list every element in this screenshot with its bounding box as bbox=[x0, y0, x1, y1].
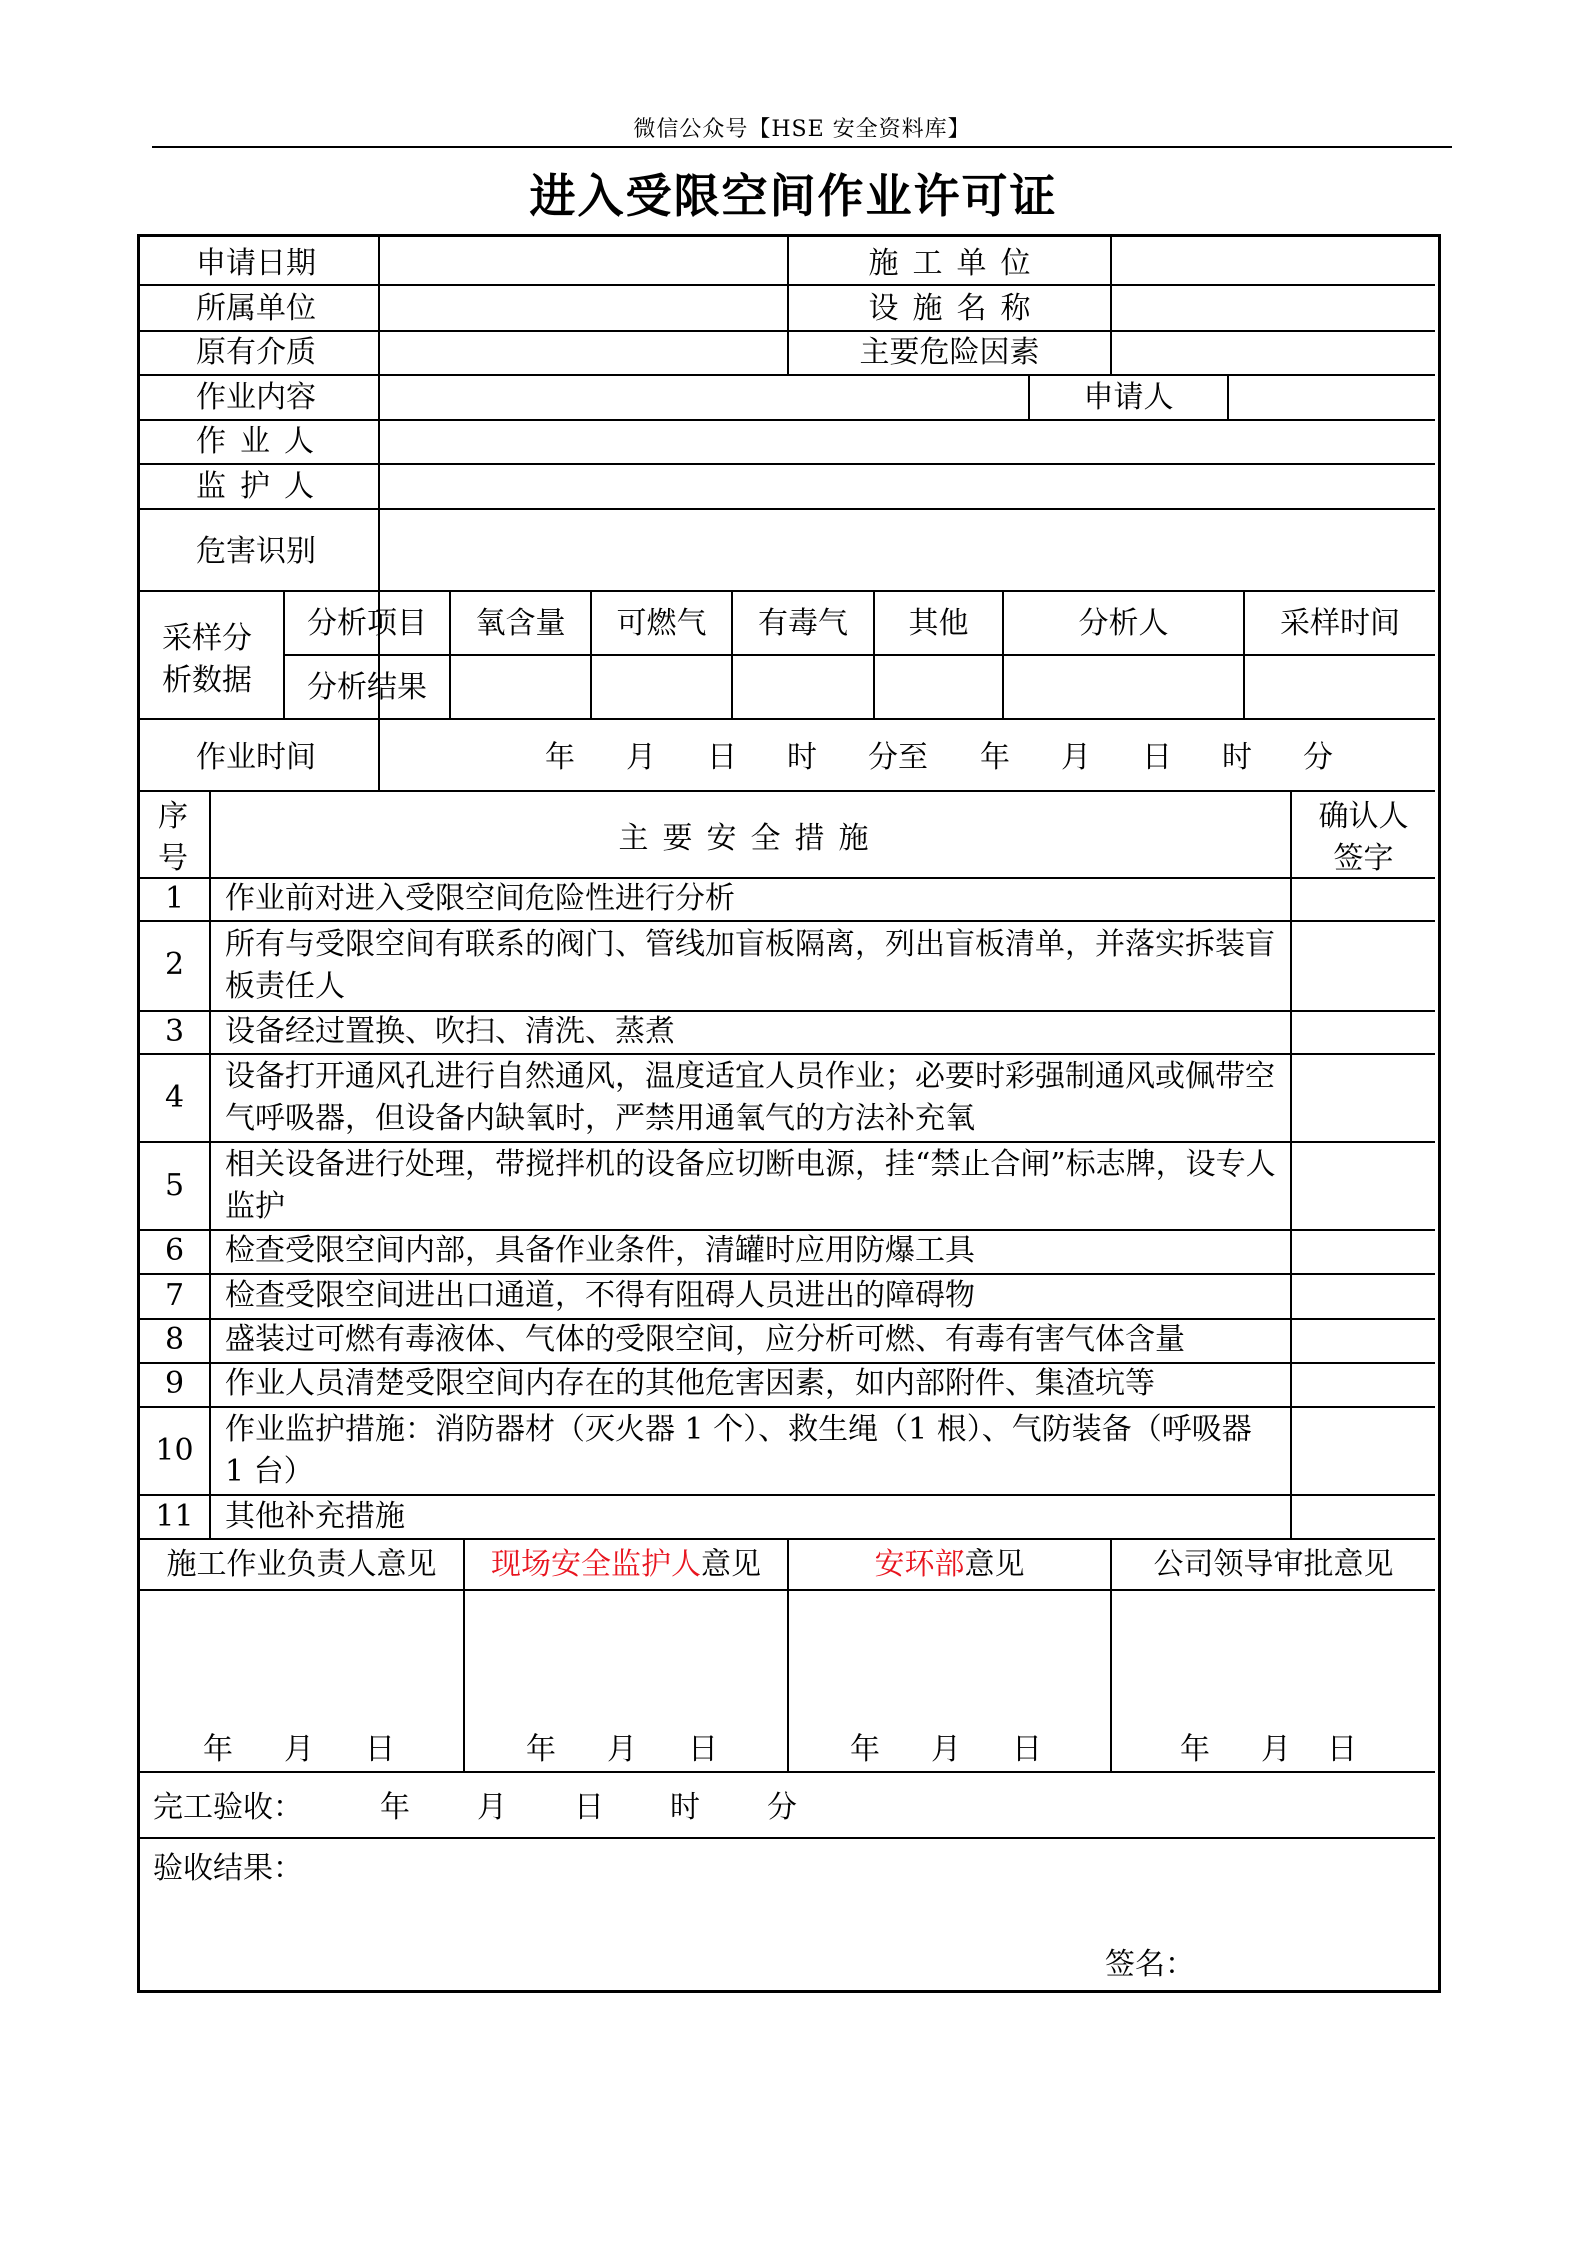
label-confirm-line1: 确认人 bbox=[1318, 799, 1409, 834]
measure-text: 相关设备进行处理，带搅拌机的设备应切断电源，挂“禁止合闸”标志牌，设专人监护 bbox=[225, 1147, 1276, 1224]
row-line bbox=[140, 1406, 1435, 1408]
col-line bbox=[209, 790, 211, 1538]
measure-no: 4 bbox=[164, 1080, 185, 1115]
row-line bbox=[283, 654, 1435, 656]
label-other: 其他 bbox=[908, 606, 969, 641]
measure-text: 设备经过置换、吹扫、清洗、蒸煮 bbox=[225, 1014, 675, 1049]
measure-text: 检查受限空间内部，具备作业条件，清罐时应用防爆工具 bbox=[225, 1233, 975, 1268]
row-line bbox=[140, 1771, 1435, 1773]
label-completion: 完工验收： bbox=[153, 1790, 303, 1825]
opinion-date-month: 月 bbox=[607, 1732, 637, 1767]
row-line bbox=[140, 718, 1435, 720]
label-seq-line2: 号 bbox=[158, 841, 188, 876]
row-line bbox=[140, 374, 1435, 376]
label-opinion-leader: 公司领导审批意见 bbox=[1153, 1547, 1394, 1582]
label-oxygen: 氧含量 bbox=[475, 606, 566, 641]
label-construction-unit: 施工单位 bbox=[868, 246, 1045, 281]
opinion-date-day: 日 bbox=[1327, 1732, 1357, 1767]
col-line bbox=[1227, 374, 1229, 419]
measure-no: 6 bbox=[164, 1233, 185, 1268]
measure-text: 其他补充措施 bbox=[225, 1499, 405, 1534]
row-line bbox=[140, 508, 1435, 510]
label-work-time: 作业时间 bbox=[196, 740, 316, 775]
work-time-day-end: 日 bbox=[1142, 740, 1172, 775]
label-hazard-identification: 危害识别 bbox=[196, 534, 316, 569]
measure-no: 1 bbox=[164, 881, 185, 916]
label-guardian: 监护人 bbox=[196, 469, 328, 504]
label-original-medium: 原有介质 bbox=[196, 335, 316, 370]
measure-text: 盛装过可燃有毒液体、气体的受限空间，应分析可燃、有毒有害气体含量 bbox=[225, 1322, 1185, 1357]
measure-no: 9 bbox=[164, 1366, 185, 1401]
opinion-date-day: 日 bbox=[365, 1732, 395, 1767]
label-analyst: 分析人 bbox=[1078, 606, 1169, 641]
opinion-hse-suffix: 意见 bbox=[964, 1547, 1025, 1582]
label-sampling-line1: 采样分 bbox=[162, 621, 252, 656]
opinion-date-month: 月 bbox=[1261, 1732, 1291, 1767]
measure-no: 5 bbox=[164, 1168, 185, 1203]
measure-no: 7 bbox=[164, 1278, 185, 1313]
label-confirm-line2: 签字 bbox=[1333, 841, 1394, 876]
opinion-date-month: 月 bbox=[284, 1732, 314, 1767]
label-main-measures: 主要安全措施 bbox=[618, 821, 883, 856]
label-opinion-hse-dept bbox=[789, 1543, 1110, 1587]
row-line bbox=[140, 463, 1435, 465]
work-time-hour-end: 时 bbox=[1222, 740, 1252, 775]
label-worker: 作业人 bbox=[196, 424, 328, 459]
work-time-month: 月 bbox=[626, 740, 656, 775]
completion-month: 月 bbox=[477, 1790, 507, 1825]
label-seq-line1: 序 bbox=[158, 799, 188, 834]
label-belong-unit: 所属单位 bbox=[196, 291, 316, 326]
opinion-date-year: 年 bbox=[1180, 1732, 1210, 1767]
measure-text: 作业前对进入受限空间危险性进行分析 bbox=[225, 881, 735, 916]
source-header: 微信公众号【HSE 安全资料库】 bbox=[633, 117, 971, 142]
opinion-date-day: 日 bbox=[1012, 1732, 1042, 1767]
opinion-date-year: 年 bbox=[526, 1732, 556, 1767]
row-line bbox=[140, 1141, 1435, 1143]
measure-no: 3 bbox=[164, 1014, 185, 1049]
completion-hour: 时 bbox=[670, 1790, 700, 1825]
row-line bbox=[140, 419, 1435, 421]
measure-no: 10 bbox=[155, 1433, 194, 1468]
completion-year: 年 bbox=[380, 1790, 410, 1825]
completion-day: 日 bbox=[574, 1790, 604, 1825]
label-signature: 签名： bbox=[1105, 1947, 1195, 1982]
measure-no: 11 bbox=[155, 1499, 194, 1534]
measure-no: 2 bbox=[164, 947, 185, 982]
col-line bbox=[1290, 790, 1292, 1538]
work-time-month-end: 月 bbox=[1061, 740, 1091, 775]
label-main-hazards: 主要危险因素 bbox=[859, 335, 1040, 370]
label-toxic: 有毒气 bbox=[758, 606, 848, 641]
opinion-date-year: 年 bbox=[850, 1732, 880, 1767]
label-analysis-result: 分析结果 bbox=[307, 670, 427, 705]
work-time-min-to: 分至 bbox=[868, 740, 928, 775]
opinion-date-month: 月 bbox=[931, 1732, 961, 1767]
label-sample-time: 采样时间 bbox=[1280, 606, 1400, 641]
label-combustible: 可燃气 bbox=[616, 606, 707, 641]
measure-text: 检查受限空间进出口通道，不得有阻碍人员进出的障碍物 bbox=[225, 1278, 975, 1313]
work-time-year: 年 bbox=[545, 740, 575, 775]
measure-text: 所有与受限空间有联系的阀门、管线加盲板隔离，列出盲板清单，并落实拆装盲板责任人 bbox=[225, 927, 1275, 1004]
work-time-day: 日 bbox=[707, 740, 737, 775]
opinion-hse-role: 安环部 bbox=[874, 1547, 965, 1582]
label-analysis-item: 分析项目 bbox=[307, 606, 427, 641]
label-opinion-guardian bbox=[465, 1543, 787, 1587]
page-title: 进入受限空间作业许可证 bbox=[529, 169, 1058, 223]
work-time-minute-end: 分 bbox=[1303, 740, 1333, 775]
row-line bbox=[140, 1837, 1435, 1839]
measure-text: 作业人员清楚受限空间内存在的其他危害因素，如内部附件、集渣坑等 bbox=[225, 1366, 1155, 1401]
label-work-content: 作业内容 bbox=[196, 380, 316, 415]
label-opinion-contractor: 施工作业负责人意见 bbox=[166, 1547, 437, 1582]
measure-text: 作业监护措施：消防器材（灭火器 1 个）、救生绳（1 根）、气防装备（呼吸器 1 台） bbox=[225, 1412, 1252, 1489]
label-sampling-line2: 析数据 bbox=[162, 663, 252, 698]
work-time-year-end: 年 bbox=[980, 740, 1010, 775]
work-time-hour: 时 bbox=[787, 740, 817, 775]
row-line bbox=[140, 790, 1435, 792]
completion-minute: 分 bbox=[767, 1790, 797, 1825]
measure-no: 8 bbox=[164, 1322, 185, 1357]
label-applicant: 申请人 bbox=[1083, 380, 1174, 415]
label-acceptance-result: 验收结果： bbox=[153, 1851, 303, 1886]
measure-text: 设备打开通风孔进行自然通风，温度适宜人员作业；必要时彩强制通风或佩带空气呼吸器，但设备内缺氧时，严禁用通氧气的方法补充氧 bbox=[225, 1059, 1275, 1136]
opinion-guardian-role: 现场安全监护人 bbox=[491, 1547, 701, 1582]
row-line bbox=[140, 590, 1435, 592]
label-apply-date: 申请日期 bbox=[196, 246, 316, 281]
opinion-date-year: 年 bbox=[203, 1732, 233, 1767]
opinion-guardian-suffix: 意见 bbox=[701, 1547, 761, 1582]
label-facility-name: 设施名称 bbox=[868, 291, 1045, 326]
opinion-date-day: 日 bbox=[688, 1732, 718, 1767]
header-rule bbox=[152, 146, 1452, 148]
